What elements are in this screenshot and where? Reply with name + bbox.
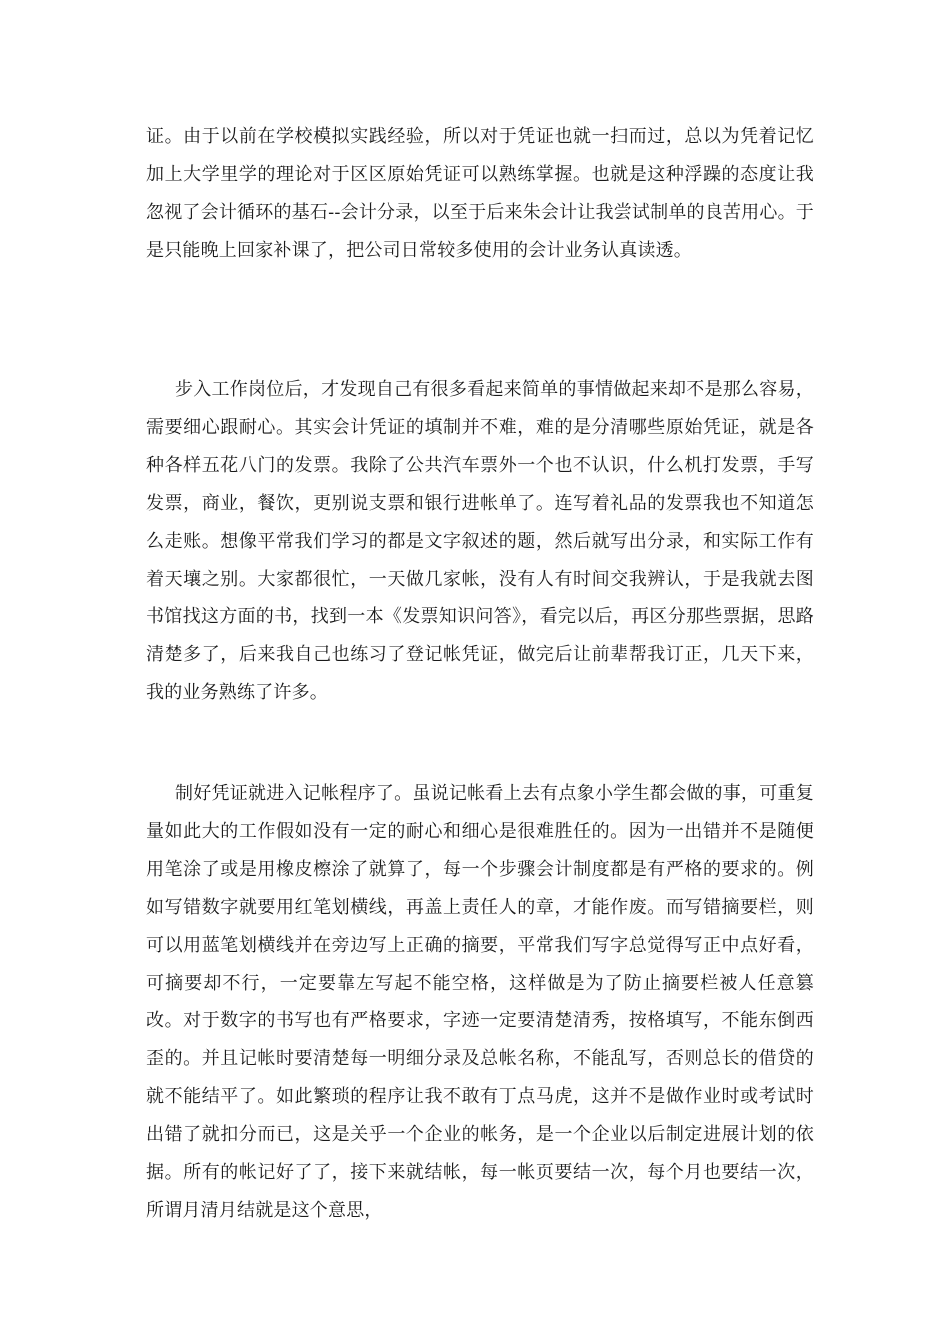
paragraph-3: 制好凭证就进入记帐程序了。虽说记帐看上去有点象小学生都会做的事，可重复量如此大的工作假如没有一定的耐心和细心是很难胜任的。因为一出错并不是随便用笔涂了或是用橡皮檫涂了就算了，每一个步骤会计制度都是有严格的要求的。例如写错数字就要用红笔划横线，再盖上责任人的章，才能作废。而写错摘要栏，则可以用蓝笔划横线并在旁边写上正确的摘要，平常我们写字总觉得写正中点好看，可摘要却不行，一定要靠左写起不能空格，这样做是为了防止摘要栏被人任意篡改。对于数字的书写也有严格要求，字迹一定要清楚清秀，按格填写，不能东倒西歪的。并且记帐时要清楚每一明细分录及总帐名称，不能乱写，否则总长的借贷的就不能结平了。如此繁琐的程序让我不敢有丁点马虎，这并不是做作业时或考试时出错了就扣分而已，这是关乎一个企业的帐务，是一个企业以后制定进展计划的依据。所有的帐记好了了，接下来就结帐，每一帐页要结一次，每个月也要结一次，所谓月清月结就是这个意思， bbox=[146, 783, 814, 1221]
paragraph-2: 步入工作岗位后，才发现自己有很多看起来简单的事情做起来却不是那么容易，需要细心跟耐心。其实会计凭证的填制并不难，难的是分清哪些原始凭证，就是各种各样五花八门的发票。我除了公共汽车票外一个也不认识，什么机打发票，手写发票，商业，餐饮，更别说支票和银行进帐单了。连写着礼品的发票我也不知道怎么走账。想像平常我们学习的都是文字叙述的题，然后就写出分录，和实际工作有着天壤之别。大家都很忙，一天做几家帐，没有人有时间交我辨认，于是我就去图书馆找这方面的书，找到一本《发票知识问答》，看完以后，再区分那些票据，思路清楚多了，后来我自己也练习了登记帐凭证，做完后让前辈帮我订正，几天下来，我的业务熟练了许多。 bbox=[146, 379, 814, 704]
paragraph-1: 证。由于以前在学校模拟实践经验，所以对于凭证也就一扫而过，总以为凭着记忆加上大学里学的理论对于区区原始凭证可以熟练掌握。也就是这种浮躁的态度让我忽视了会计循环的基石--会计分录，以至于后来朱会计让我尝试制单的良苦用心。于是只能晚上回家补课了，把公司日常较多使用的会计业务认真读透。 bbox=[146, 126, 814, 261]
